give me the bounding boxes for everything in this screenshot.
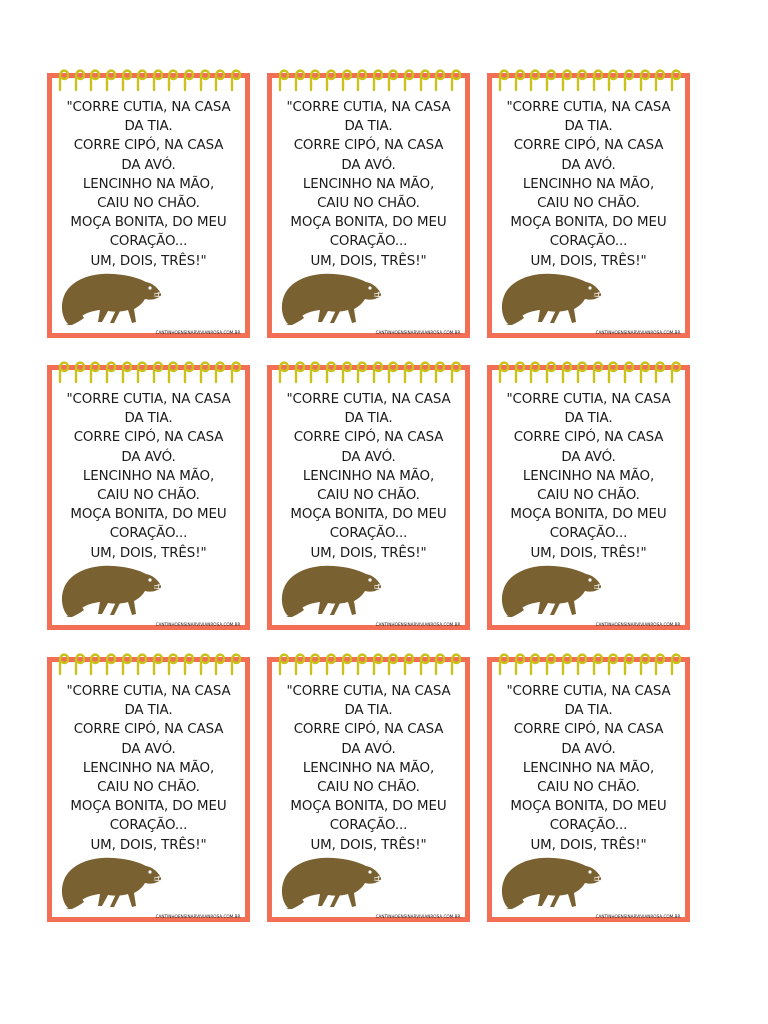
spiral-ring-icon bbox=[370, 650, 384, 676]
spiral-ring-icon bbox=[432, 650, 446, 676]
poem-line: CORRE CIPÓ, NA CASA bbox=[293, 430, 444, 446]
spiral-ring-icon bbox=[212, 650, 226, 676]
spiral-ring-icon bbox=[432, 358, 446, 384]
spiral-ring-icon bbox=[212, 66, 226, 92]
spiral-ring-icon bbox=[197, 358, 211, 384]
spiral-ring-icon bbox=[432, 66, 446, 92]
spiral-ring-icon bbox=[87, 650, 101, 676]
spiral-ring-icon bbox=[307, 358, 321, 384]
poem-line: UM, DOIS, TRÊS!" bbox=[90, 253, 207, 269]
poem-line: CORRE CIPÓ, NA CASA bbox=[73, 430, 224, 446]
poem-line: DA AVÓ. bbox=[561, 741, 616, 757]
poem-line: MOÇA BONITA, DO MEU bbox=[510, 799, 667, 815]
spiral-binding bbox=[276, 66, 462, 92]
poem-line: CAIU NO CHÃO. bbox=[97, 196, 200, 212]
website-footer: CANTINHOENSINARVIVIANROSA.COM.BR bbox=[375, 330, 461, 335]
spiral-binding bbox=[496, 358, 682, 384]
poem-line: DA TIA. bbox=[124, 703, 173, 719]
spiral-ring-icon bbox=[401, 650, 415, 676]
spiral-ring-icon bbox=[56, 650, 70, 676]
spiral-ring-icon bbox=[292, 66, 306, 92]
spiral-ring-icon bbox=[354, 66, 368, 92]
spiral-ring-icon bbox=[134, 650, 148, 676]
spiral-ring-icon bbox=[512, 66, 526, 92]
poem-card bbox=[47, 73, 250, 338]
spiral-ring-icon bbox=[276, 650, 290, 676]
poem-line: "CORRE CUTIA, NA CASA bbox=[66, 100, 231, 115]
spiral-ring-icon bbox=[590, 66, 604, 92]
poem-line: DA TIA. bbox=[344, 119, 393, 135]
spiral-ring-icon bbox=[574, 358, 588, 384]
poem-line: CAIU NO CHÃO. bbox=[537, 196, 640, 212]
spiral-ring-icon bbox=[527, 358, 541, 384]
spiral-binding bbox=[56, 66, 242, 92]
spiral-ring-icon bbox=[197, 650, 211, 676]
poem-line: "CORRE CUTIA, NA CASA bbox=[506, 392, 671, 407]
spiral-ring-icon bbox=[56, 66, 70, 92]
spiral-ring-icon bbox=[119, 66, 133, 92]
spiral-ring-icon bbox=[496, 66, 510, 92]
poem-line: UM, DOIS, TRÊS!" bbox=[530, 253, 647, 269]
spiral-ring-icon bbox=[72, 358, 86, 384]
spiral-ring-icon bbox=[323, 650, 337, 676]
spiral-ring-icon bbox=[527, 650, 541, 676]
spiral-ring-icon bbox=[307, 650, 321, 676]
spiral-ring-icon bbox=[228, 358, 242, 384]
poem-line: DA AVÓ. bbox=[121, 157, 176, 173]
spiral-binding bbox=[276, 650, 462, 676]
spiral-ring-icon bbox=[87, 358, 101, 384]
agouti-icon bbox=[278, 850, 388, 912]
poem-line: DA TIA. bbox=[564, 703, 613, 719]
poem-line: MOÇA BONITA, DO MEU bbox=[290, 215, 447, 231]
poem-line: UM, DOIS, TRÊS!" bbox=[310, 837, 427, 853]
poem-line: DA AVÓ. bbox=[121, 449, 176, 465]
poem-line: DA TIA. bbox=[124, 119, 173, 135]
agouti-icon bbox=[58, 558, 168, 620]
poem-card bbox=[47, 365, 250, 630]
poem-text bbox=[52, 98, 245, 271]
spiral-ring-icon bbox=[621, 650, 635, 676]
spiral-binding bbox=[56, 358, 242, 384]
spiral-ring-icon bbox=[354, 358, 368, 384]
spiral-ring-icon bbox=[385, 358, 399, 384]
website-footer: CANTINHOENSINARVIVIANROSA.COM.BR bbox=[595, 914, 681, 919]
spiral-ring-icon bbox=[197, 66, 211, 92]
poem-text bbox=[492, 390, 685, 563]
poem-line: CORAÇÃO... bbox=[109, 818, 188, 834]
poem-line: UM, DOIS, TRÊS!" bbox=[90, 837, 207, 853]
spiral-ring-icon bbox=[621, 66, 635, 92]
spiral-ring-icon bbox=[292, 650, 306, 676]
spiral-ring-icon bbox=[119, 650, 133, 676]
poem-line: LENCINHO NA MÃO, bbox=[302, 176, 435, 192]
spiral-ring-icon bbox=[637, 650, 651, 676]
spiral-ring-icon bbox=[417, 650, 431, 676]
spiral-ring-icon bbox=[559, 358, 573, 384]
spiral-ring-icon bbox=[652, 358, 666, 384]
poem-card bbox=[487, 365, 690, 630]
spiral-ring-icon bbox=[448, 66, 462, 92]
spiral-ring-icon bbox=[212, 358, 226, 384]
spiral-ring-icon bbox=[339, 358, 353, 384]
spiral-ring-icon bbox=[228, 66, 242, 92]
poem-line: CAIU NO CHÃO. bbox=[537, 488, 640, 504]
spiral-binding bbox=[56, 650, 242, 676]
spiral-ring-icon bbox=[590, 358, 604, 384]
poem-line: CAIU NO CHÃO. bbox=[317, 196, 420, 212]
spiral-ring-icon bbox=[150, 358, 164, 384]
poem-line: DA AVÓ. bbox=[341, 157, 396, 173]
spiral-ring-icon bbox=[668, 650, 682, 676]
agouti-icon bbox=[278, 558, 388, 620]
poem-text bbox=[492, 682, 685, 855]
poem-line: DA TIA. bbox=[344, 703, 393, 719]
spiral-ring-icon bbox=[543, 650, 557, 676]
spiral-ring-icon bbox=[543, 66, 557, 92]
poem-line: "CORRE CUTIA, NA CASA bbox=[286, 684, 451, 699]
poem-card bbox=[267, 657, 470, 922]
spiral-ring-icon bbox=[292, 358, 306, 384]
poem-line: CORRE CIPÓ, NA CASA bbox=[513, 722, 664, 738]
spiral-ring-icon bbox=[543, 358, 557, 384]
poem-text bbox=[492, 98, 685, 271]
poem-line: "CORRE CUTIA, NA CASA bbox=[286, 392, 451, 407]
poem-text bbox=[272, 98, 465, 271]
poem-line: LENCINHO NA MÃO, bbox=[82, 176, 215, 192]
spiral-ring-icon bbox=[165, 358, 179, 384]
spiral-ring-icon bbox=[354, 650, 368, 676]
spiral-ring-icon bbox=[605, 650, 619, 676]
poem-line: CORAÇÃO... bbox=[109, 234, 188, 250]
spiral-binding bbox=[496, 650, 682, 676]
website-footer: CANTINHOENSINARVIVIANROSA.COM.BR bbox=[595, 330, 681, 335]
poem-line: MOÇA BONITA, DO MEU bbox=[70, 799, 227, 815]
poem-line: CORRE CIPÓ, NA CASA bbox=[73, 722, 224, 738]
poem-line: "CORRE CUTIA, NA CASA bbox=[66, 392, 231, 407]
poem-line: DA TIA. bbox=[124, 411, 173, 427]
website-footer: CANTINHOENSINARVIVIANROSA.COM.BR bbox=[595, 622, 681, 627]
poem-line: CORAÇÃO... bbox=[549, 234, 628, 250]
spiral-ring-icon bbox=[401, 66, 415, 92]
poem-line: UM, DOIS, TRÊS!" bbox=[310, 253, 427, 269]
spiral-ring-icon bbox=[496, 358, 510, 384]
spiral-ring-icon bbox=[370, 66, 384, 92]
spiral-ring-icon bbox=[339, 650, 353, 676]
agouti-icon bbox=[58, 266, 168, 328]
poem-line: CAIU NO CHÃO. bbox=[317, 488, 420, 504]
poem-line: MOÇA BONITA, DO MEU bbox=[70, 215, 227, 231]
poem-line: CORAÇÃO... bbox=[549, 818, 628, 834]
spiral-ring-icon bbox=[165, 66, 179, 92]
poem-line: UM, DOIS, TRÊS!" bbox=[530, 545, 647, 561]
poem-line: CORAÇÃO... bbox=[329, 526, 408, 542]
spiral-ring-icon bbox=[119, 358, 133, 384]
poem-line: DA AVÓ. bbox=[561, 449, 616, 465]
spiral-ring-icon bbox=[652, 66, 666, 92]
spiral-ring-icon bbox=[605, 358, 619, 384]
spiral-ring-icon bbox=[276, 358, 290, 384]
spiral-ring-icon bbox=[668, 66, 682, 92]
spiral-ring-icon bbox=[87, 66, 101, 92]
spiral-ring-icon bbox=[448, 358, 462, 384]
poem-text bbox=[272, 390, 465, 563]
poem-line: CORAÇÃO... bbox=[329, 234, 408, 250]
poem-line: CAIU NO CHÃO. bbox=[97, 488, 200, 504]
poem-text bbox=[52, 390, 245, 563]
poem-card bbox=[267, 73, 470, 338]
spiral-ring-icon bbox=[496, 650, 510, 676]
poem-line: MOÇA BONITA, DO MEU bbox=[510, 507, 667, 523]
poem-card bbox=[487, 657, 690, 922]
poem-line: MOÇA BONITA, DO MEU bbox=[70, 507, 227, 523]
spiral-ring-icon bbox=[574, 650, 588, 676]
spiral-ring-icon bbox=[150, 650, 164, 676]
spiral-ring-icon bbox=[637, 66, 651, 92]
poem-card bbox=[47, 657, 250, 922]
website-footer: CANTINHOENSINARVIVIANROSA.COM.BR bbox=[155, 914, 241, 919]
spiral-binding bbox=[496, 66, 682, 92]
spiral-ring-icon bbox=[72, 650, 86, 676]
spiral-ring-icon bbox=[401, 358, 415, 384]
spiral-ring-icon bbox=[103, 358, 117, 384]
spiral-ring-icon bbox=[323, 358, 337, 384]
spiral-ring-icon bbox=[307, 66, 321, 92]
spiral-ring-icon bbox=[56, 358, 70, 384]
spiral-ring-icon bbox=[605, 66, 619, 92]
spiral-ring-icon bbox=[668, 358, 682, 384]
poem-card bbox=[267, 365, 470, 630]
poem-line: DA AVÓ. bbox=[121, 741, 176, 757]
poem-line: LENCINHO NA MÃO, bbox=[82, 468, 215, 484]
website-footer: CANTINHOENSINARVIVIANROSA.COM.BR bbox=[375, 914, 461, 919]
poem-line: "CORRE CUTIA, NA CASA bbox=[286, 100, 451, 115]
poem-card bbox=[487, 73, 690, 338]
poem-line: CORRE CIPÓ, NA CASA bbox=[293, 722, 444, 738]
poem-line: DA AVÓ. bbox=[341, 449, 396, 465]
spiral-ring-icon bbox=[181, 358, 195, 384]
spiral-ring-icon bbox=[339, 66, 353, 92]
spiral-ring-icon bbox=[637, 358, 651, 384]
spiral-ring-icon bbox=[228, 650, 242, 676]
spiral-ring-icon bbox=[652, 650, 666, 676]
website-footer: CANTINHOENSINARVIVIANROSA.COM.BR bbox=[155, 622, 241, 627]
spiral-ring-icon bbox=[559, 66, 573, 92]
poem-line: LENCINHO NA MÃO, bbox=[522, 468, 655, 484]
agouti-icon bbox=[58, 850, 168, 912]
spiral-ring-icon bbox=[181, 66, 195, 92]
poem-line: CAIU NO CHÃO. bbox=[317, 780, 420, 796]
poem-line: CORRE CIPÓ, NA CASA bbox=[293, 138, 444, 154]
poem-line: LENCINHO NA MÃO, bbox=[302, 468, 435, 484]
poem-line: DA AVÓ. bbox=[561, 157, 616, 173]
spiral-ring-icon bbox=[165, 650, 179, 676]
poem-line: DA TIA. bbox=[564, 119, 613, 135]
spiral-binding bbox=[276, 358, 462, 384]
spiral-ring-icon bbox=[103, 66, 117, 92]
spiral-ring-icon bbox=[621, 358, 635, 384]
poem-line: DA TIA. bbox=[344, 411, 393, 427]
spiral-ring-icon bbox=[574, 66, 588, 92]
spiral-ring-icon bbox=[512, 358, 526, 384]
spiral-ring-icon bbox=[448, 650, 462, 676]
poem-line: MOÇA BONITA, DO MEU bbox=[510, 215, 667, 231]
spiral-ring-icon bbox=[417, 358, 431, 384]
spiral-ring-icon bbox=[512, 650, 526, 676]
spiral-ring-icon bbox=[134, 66, 148, 92]
spiral-ring-icon bbox=[385, 66, 399, 92]
poem-line: CORRE CIPÓ, NA CASA bbox=[513, 430, 664, 446]
spiral-ring-icon bbox=[527, 66, 541, 92]
poem-text bbox=[272, 682, 465, 855]
poem-line: MOÇA BONITA, DO MEU bbox=[290, 799, 447, 815]
spiral-ring-icon bbox=[276, 66, 290, 92]
poem-line: CORAÇÃO... bbox=[109, 526, 188, 542]
spiral-ring-icon bbox=[134, 358, 148, 384]
agouti-icon bbox=[498, 266, 608, 328]
spiral-ring-icon bbox=[559, 650, 573, 676]
poem-line: "CORRE CUTIA, NA CASA bbox=[66, 684, 231, 699]
spiral-ring-icon bbox=[385, 650, 399, 676]
poem-line: DA AVÓ. bbox=[341, 741, 396, 757]
poem-line: CAIU NO CHÃO. bbox=[97, 780, 200, 796]
spiral-ring-icon bbox=[103, 650, 117, 676]
spiral-ring-icon bbox=[72, 66, 86, 92]
website-footer: CANTINHOENSINARVIVIANROSA.COM.BR bbox=[375, 622, 461, 627]
spiral-ring-icon bbox=[181, 650, 195, 676]
spiral-ring-icon bbox=[417, 66, 431, 92]
poem-line: CORRE CIPÓ, NA CASA bbox=[513, 138, 664, 154]
poem-line: DA TIA. bbox=[564, 411, 613, 427]
spiral-ring-icon bbox=[323, 66, 337, 92]
poem-line: LENCINHO NA MÃO, bbox=[522, 176, 655, 192]
poem-line: CORAÇÃO... bbox=[329, 818, 408, 834]
poem-line: LENCINHO NA MÃO, bbox=[82, 760, 215, 776]
poem-text bbox=[52, 682, 245, 855]
poem-line: MOÇA BONITA, DO MEU bbox=[290, 507, 447, 523]
agouti-icon bbox=[498, 558, 608, 620]
spiral-ring-icon bbox=[590, 650, 604, 676]
poem-line: "CORRE CUTIA, NA CASA bbox=[506, 684, 671, 699]
poem-line: CAIU NO CHÃO. bbox=[537, 780, 640, 796]
poem-line: LENCINHO NA MÃO, bbox=[302, 760, 435, 776]
poem-line: "CORRE CUTIA, NA CASA bbox=[506, 100, 671, 115]
spiral-ring-icon bbox=[150, 66, 164, 92]
poem-line: UM, DOIS, TRÊS!" bbox=[530, 837, 647, 853]
poem-line: CORAÇÃO... bbox=[549, 526, 628, 542]
poem-line: CORRE CIPÓ, NA CASA bbox=[73, 138, 224, 154]
spiral-ring-icon bbox=[370, 358, 384, 384]
agouti-icon bbox=[498, 850, 608, 912]
agouti-icon bbox=[278, 266, 388, 328]
poem-line: UM, DOIS, TRÊS!" bbox=[310, 545, 427, 561]
poem-line: LENCINHO NA MÃO, bbox=[522, 760, 655, 776]
poem-line: UM, DOIS, TRÊS!" bbox=[90, 545, 207, 561]
website-footer: CANTINHOENSINARVIVIANROSA.COM.BR bbox=[155, 330, 241, 335]
